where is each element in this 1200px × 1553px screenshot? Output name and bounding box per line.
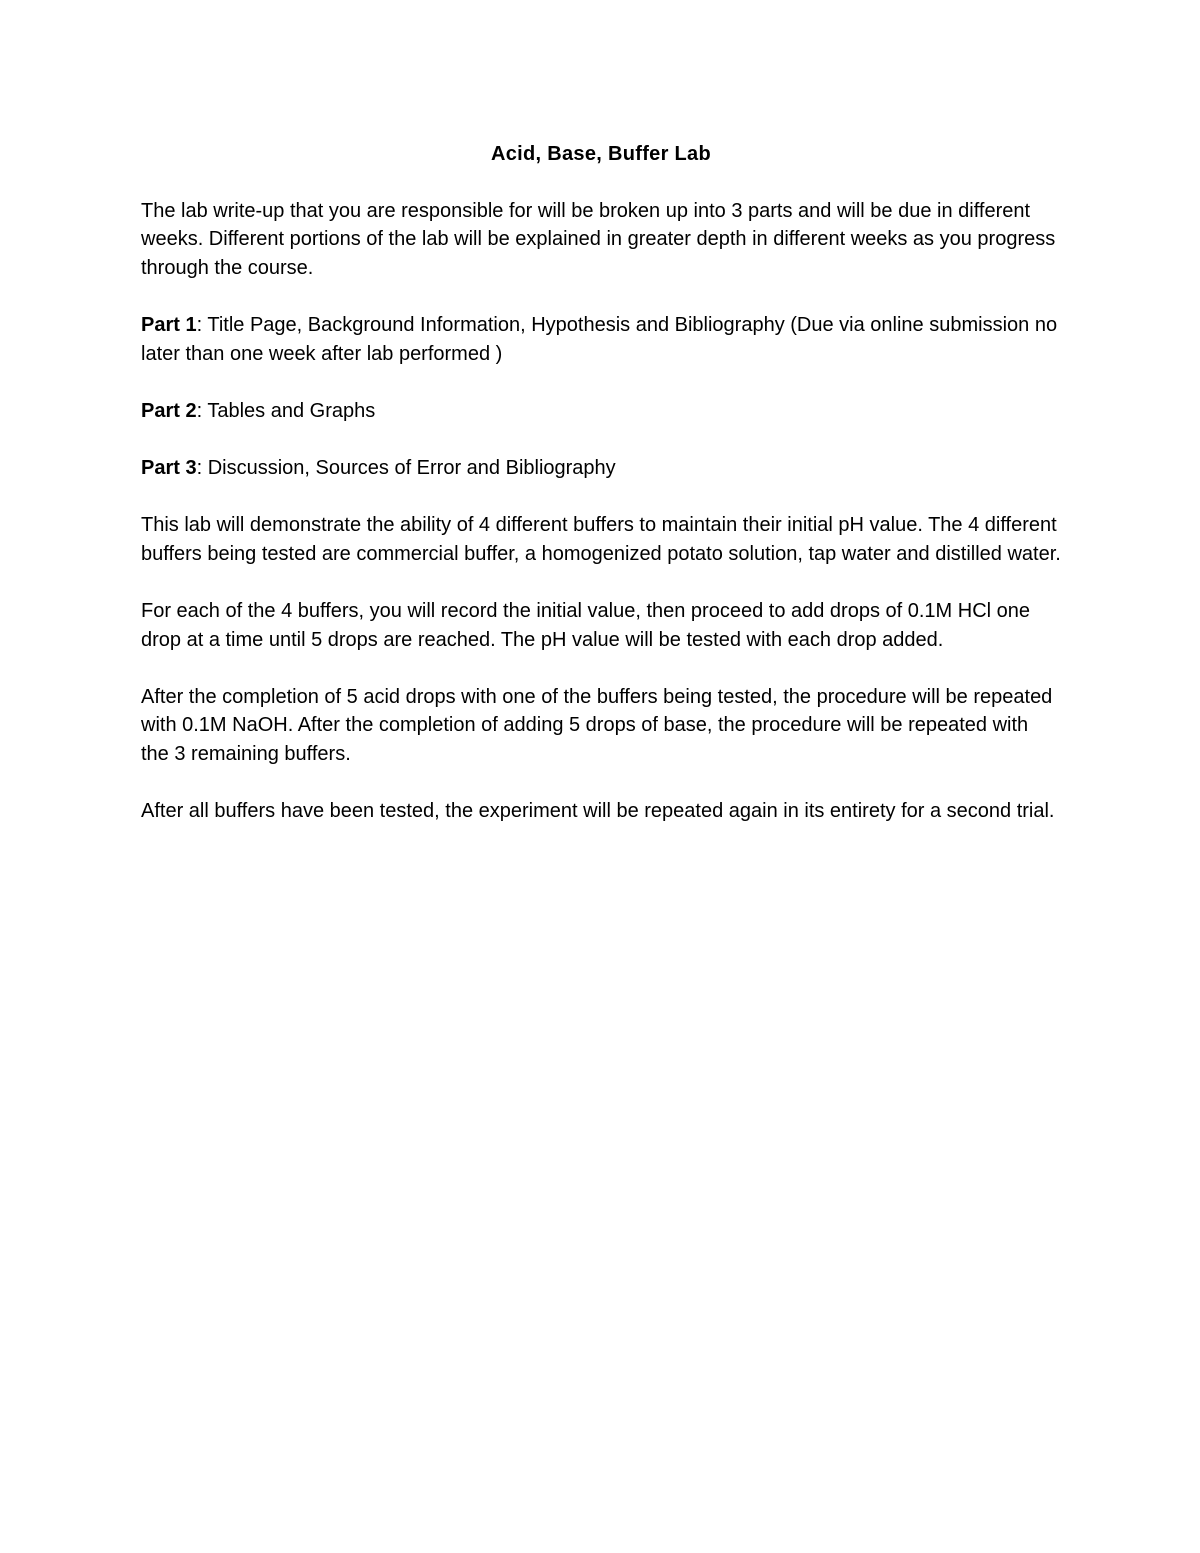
intro-paragraph: The lab write-up that you are responsible for will be broken up into 3 parts and will be due in different weeks. Different portions of the lab will be explained in greater depth in different weeks as you progress through the course. bbox=[141, 199, 1056, 279]
part-1-text: : Title Page, Background Information, Hypothesis and Bibliography (Due via online submission no later than one week after lab performed ) bbox=[141, 313, 1058, 365]
buffers-paragraph: This lab will demonstrate the ability of 4 different buffers to maintain their initial pH value. The 4 different buffers being tested are commercial buffer, a homogenized potato solution, tap water and distilled water. bbox=[141, 514, 1061, 565]
part-1-paragraph bbox=[141, 311, 1061, 368]
part-3-paragraph bbox=[141, 454, 1061, 483]
part-2-text: : Tables and Graphs bbox=[196, 399, 376, 422]
part-1-label: Part 1 bbox=[141, 313, 197, 336]
trial-paragraph: After all buffers have been tested, the experiment will be repeated again in its entirety for a second trial. bbox=[141, 800, 1055, 823]
part-3-text: : Discussion, Sources of Error and Bibliography bbox=[196, 456, 616, 479]
document-body bbox=[141, 140, 1061, 854]
acid-procedure-paragraph: For each of the 4 buffers, you will record the initial value, then proceed to add drops of 0.1M HCl one drop at a time until 5 drops are reached. The pH value will be tested with each drop added. bbox=[141, 599, 1031, 651]
part-2-paragraph bbox=[141, 397, 1061, 426]
document-title: Acid, Base, Buffer Lab bbox=[491, 143, 711, 165]
base-procedure-paragraph: After the completion of 5 acid drops with one of the buffers being tested, the procedure will be repeated with 0.1M NaOH. After the completion of adding 5 drops of base, the procedure will be repeated with the 3 remaining buffers. bbox=[141, 685, 1053, 765]
part-2-label: Part 2 bbox=[141, 399, 197, 422]
part-3-label: Part 3 bbox=[141, 456, 197, 479]
